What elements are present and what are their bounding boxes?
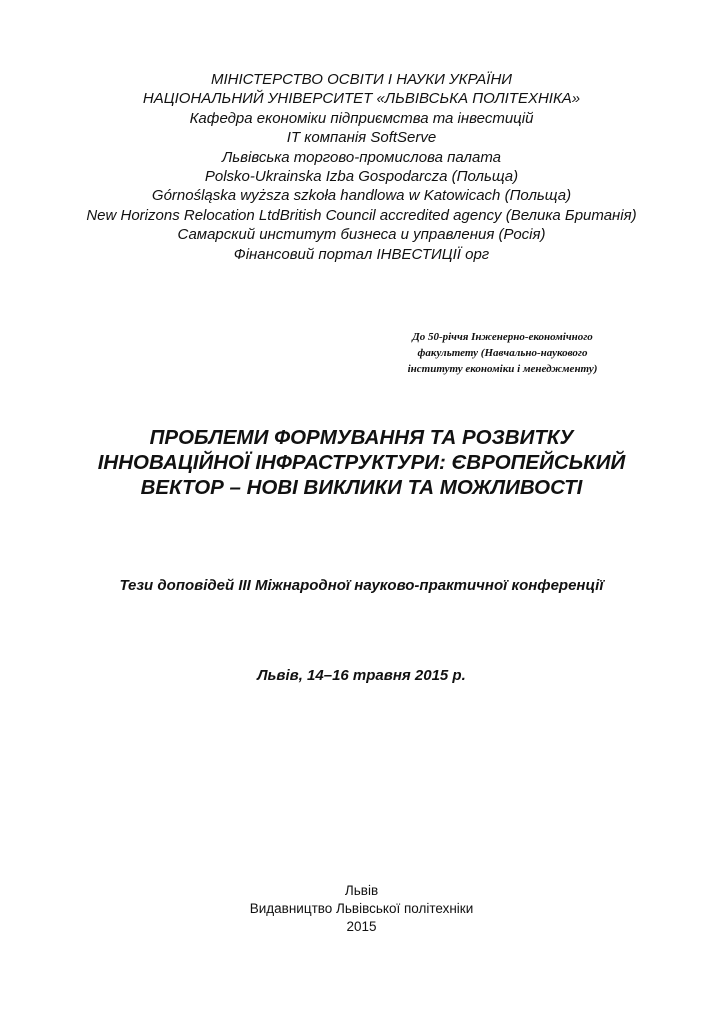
title-line: ПРОБЛЕМИ ФОРМУВАННЯ ТА РОЗВИТКУ: [149, 426, 574, 449]
publisher-city: Львів: [344, 883, 379, 898]
org-line: Polsko-Ukrainska Izba Gospodarcza (Польща): [204, 168, 519, 186]
document-subtitle: Тези доповідей ІІІ Міжнародної науково-практичної конференції: [119, 577, 604, 594]
org-line: New Horizons Relocation LtdBritish Council accredited agency (Велика Британія): [86, 206, 637, 224]
org-line: Фінансовий портал ІНВЕСТИЦІЇ орг: [233, 245, 490, 263]
dedication: [375, 329, 630, 377]
org-line: Кафедра економіки підприємства та інвестицій: [189, 109, 534, 127]
title-line: ІННОВАЦІЙНОЇ ІНФРАСТРУКТУРИ: ЄВРОПЕЙСЬКИЙ: [97, 451, 626, 474]
org-line: НАЦІОНАЛЬНИЙ УНІВЕРСИТЕТ «ЛЬВІВСЬКА ПОЛІТЕХНІКА»: [142, 90, 581, 108]
dedication-line: До 50-річчя Інженерно-економічного: [412, 331, 593, 343]
dedication-line: факультету (Навчально-наукового: [417, 347, 588, 359]
title-line: ВЕКТОР – НОВІ ВИКЛИКИ ТА МОЖЛИВОСТІ: [140, 476, 583, 499]
org-line: Górnośląska wyższa szkoła handlowa w Katowicach (Польща): [151, 187, 572, 205]
org-line: Самарский институт бизнеса и управления (Росія): [177, 226, 546, 244]
org-line: IT компанія SoftServe: [286, 129, 437, 147]
org-line: Львівська торгово-промислова палата: [221, 148, 501, 166]
dedication-line: інституту економіки і менеджменту): [407, 363, 598, 375]
publisher-year: 2015: [346, 919, 377, 934]
organizations-list: [0, 70, 723, 264]
org-line: МІНІСТЕРСТВО ОСВІТИ І НАУКИ УКРАЇНИ: [210, 71, 513, 88]
publisher-name: Видавництво Львівської політехніки: [249, 901, 474, 916]
publisher-info: [0, 882, 723, 936]
place-date: Львів, 14–16 травня 2015 р.: [257, 667, 466, 684]
document-title: [0, 425, 723, 500]
